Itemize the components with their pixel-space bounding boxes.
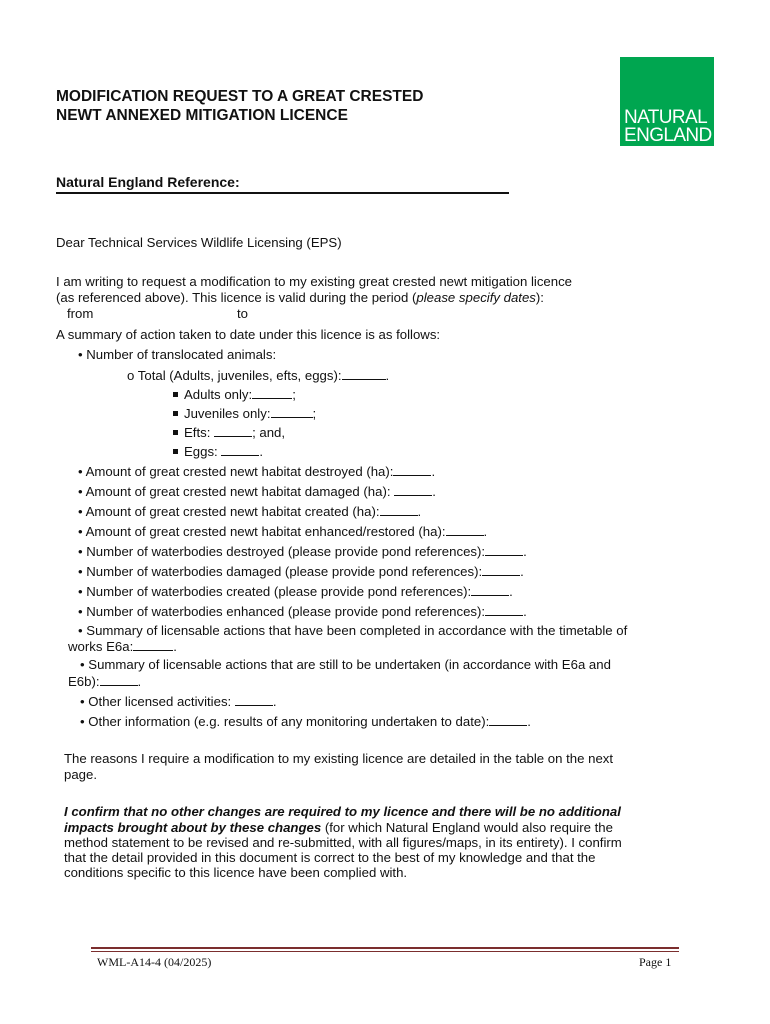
list-item-efts: Efts: ; and, bbox=[173, 424, 285, 441]
list-item-translocated: • Number of translocated animals: bbox=[78, 347, 277, 362]
waterbodies-destroyed-field[interactable] bbox=[485, 543, 523, 556]
efts-field[interactable] bbox=[214, 424, 252, 437]
title-line-1: MODIFICATION REQUEST TO A GREAT CRESTED bbox=[56, 88, 424, 105]
eggs-field[interactable] bbox=[221, 443, 259, 456]
list-item-habitat-damaged: • Amount of great crested newt habitat damaged (ha): . bbox=[78, 484, 436, 499]
from-label: from bbox=[67, 306, 94, 321]
list-item-juveniles: Juveniles only: ; bbox=[173, 405, 316, 422]
habitat-damaged-field[interactable] bbox=[394, 483, 432, 496]
list-item-habitat-created: • Amount of great crested newt habitat created (ha): . bbox=[78, 504, 422, 519]
confirm-line-3: method statement to be revised and re-submitted, with all figures/maps, in its entirety). I confirm bbox=[64, 835, 622, 850]
document-title bbox=[56, 87, 516, 125]
list-item-adults: Adults only: ; bbox=[173, 386, 296, 403]
undertaken-actions-field[interactable] bbox=[100, 673, 138, 686]
total-field[interactable] bbox=[342, 367, 386, 380]
list-item-other-activities: • Other licensed activities: . bbox=[80, 694, 277, 709]
list-item-waterbodies-enhanced: • Number of waterbodies enhanced (please provide pond references): . bbox=[78, 604, 527, 619]
summary-intro: A summary of action taken to date under this licence is as follows: bbox=[56, 327, 441, 342]
completed-actions-field[interactable] bbox=[133, 638, 173, 651]
list-item-completed-actions: • Summary of licensable actions that have been completed in accordance with the timetable of bbox=[78, 623, 628, 638]
list-item-undertaken-actions: • Summary of licensable actions that are still to be undertaken (in accordance with E6a and bbox=[80, 657, 611, 672]
to-label: to bbox=[237, 306, 248, 321]
footer-rule bbox=[91, 947, 679, 949]
footer-rule-thin bbox=[91, 951, 679, 952]
other-info-field[interactable] bbox=[489, 713, 527, 726]
waterbodies-enhanced-field[interactable] bbox=[485, 603, 523, 616]
square-bullet-icon bbox=[173, 430, 178, 435]
reasons-line-1: The reasons I require a modification to my existing licence are detailed in the table on the next bbox=[64, 751, 614, 766]
list-item-habitat-enhanced: • Amount of great crested newt habitat enhanced/restored (ha): . bbox=[78, 524, 488, 539]
undertaken-actions-line-2: E6b): . bbox=[68, 674, 142, 689]
square-bullet-icon bbox=[173, 392, 178, 397]
list-item-habitat-destroyed: • Amount of great crested newt habitat destroyed (ha): . bbox=[78, 464, 436, 479]
list-item-waterbodies-destroyed: • Number of waterbodies destroyed (please provide pond references): . bbox=[78, 544, 527, 559]
waterbodies-damaged-field[interactable] bbox=[482, 563, 520, 576]
square-bullet-icon bbox=[173, 449, 178, 454]
intro-line-2: (as referenced above). This licence is valid during the period (please specify dates): bbox=[56, 290, 544, 305]
page-number: Page 1 bbox=[639, 955, 672, 969]
reasons-line-2: page. bbox=[64, 767, 98, 782]
logo-line-1: NATURAL bbox=[624, 107, 708, 128]
habitat-created-field[interactable] bbox=[380, 503, 418, 516]
list-item-eggs: Eggs: . bbox=[173, 443, 263, 460]
list-item-waterbodies-damaged: • Number of waterbodies damaged (please provide pond references): . bbox=[78, 564, 524, 579]
list-item-other-info: • Other information (e.g. results of any monitoring undertaken to date): . bbox=[80, 714, 531, 729]
intro-emphasis: please specify dates bbox=[416, 290, 536, 305]
confirm-line-1: I confirm that no other changes are required to my licence and there will be no additional bbox=[64, 804, 621, 819]
list-item-total: o Total (Adults, juveniles, efts, eggs): . bbox=[127, 368, 390, 383]
juveniles-field[interactable] bbox=[271, 405, 313, 418]
habitat-destroyed-field[interactable] bbox=[393, 463, 431, 476]
completed-actions-line-2: works E6a: . bbox=[68, 639, 177, 654]
habitat-enhanced-field[interactable] bbox=[446, 523, 484, 536]
list-item-waterbodies-created: • Number of waterbodies created (please provide pond references): . bbox=[78, 584, 513, 599]
adults-field[interactable] bbox=[252, 386, 292, 399]
title-line-2: NEWT ANNEXED MITIGATION LICENCE bbox=[56, 107, 348, 124]
logo-line-2: ENGLAND bbox=[624, 125, 712, 146]
form-code: WML-A14-4 (04/2025) bbox=[97, 955, 212, 969]
reference-label: Natural England Reference: bbox=[56, 174, 240, 190]
confirm-line-5: conditions specific to this licence have been complied with. bbox=[64, 865, 408, 880]
other-activities-field[interactable] bbox=[235, 693, 273, 706]
confirm-line-4: that the detail provided in this document is correct to the best of my knowledge and that the bbox=[64, 850, 596, 865]
natural-england-logo bbox=[620, 57, 714, 146]
reference-field-line[interactable] bbox=[56, 192, 509, 194]
confirm-line-2: impacts brought about by these changes (for which Natural England would also require the bbox=[64, 820, 613, 835]
square-bullet-icon bbox=[173, 411, 178, 416]
salutation: Dear Technical Services Wildlife Licensing (EPS) bbox=[56, 235, 342, 250]
waterbodies-created-field[interactable] bbox=[471, 583, 509, 596]
intro-line-1: I am writing to request a modification to my existing great crested newt mitigation licence bbox=[56, 274, 573, 289]
